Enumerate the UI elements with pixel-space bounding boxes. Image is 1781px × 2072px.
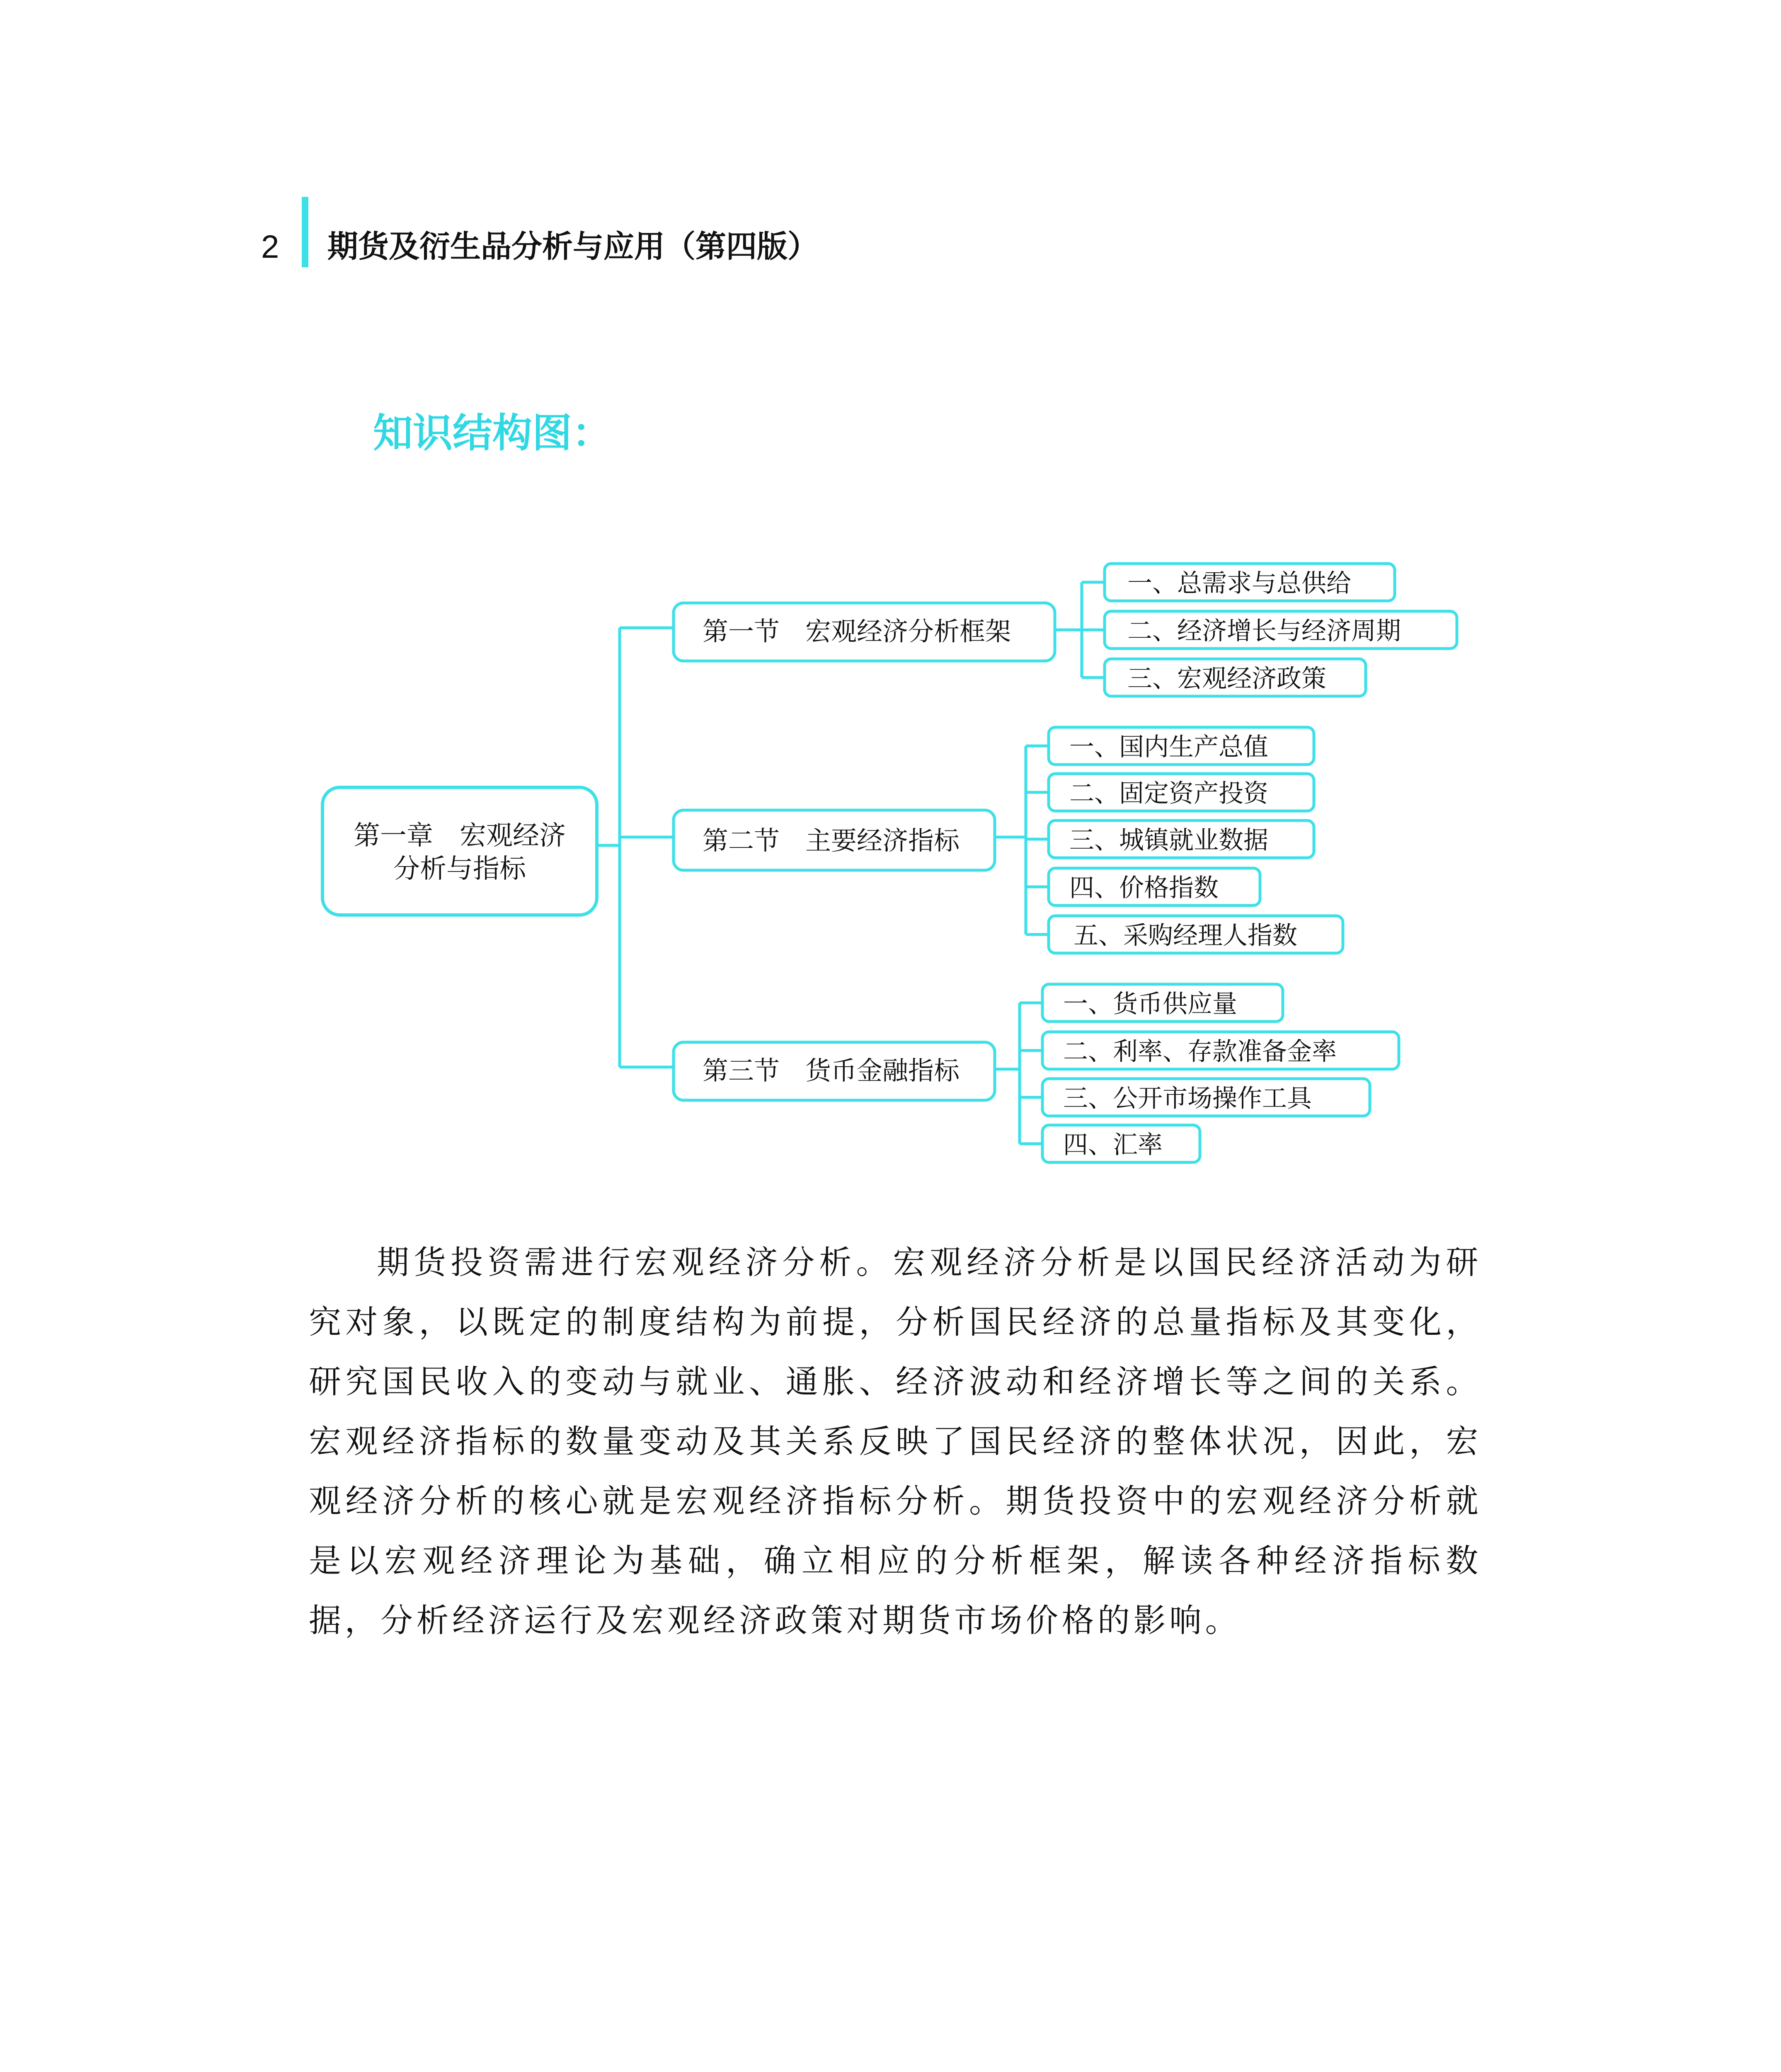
- item-node-label: 二、经济增长与经济周期: [1127, 617, 1401, 646]
- item-node-label: 四、价格指数: [1069, 874, 1219, 903]
- item-node-label: 一、总需求与总供给: [1127, 569, 1351, 598]
- item-node: [1049, 916, 1343, 953]
- item-node-label: 一、货币供应量: [1063, 990, 1237, 1019]
- item-node-label: 三、公开市场操作工具: [1063, 1084, 1312, 1113]
- item-node-label: 三、城镇就业数据: [1069, 826, 1268, 855]
- section-node: [674, 603, 1055, 661]
- item-node: [1049, 727, 1314, 765]
- section-node-label: 第三节 货币金融指标: [703, 1055, 960, 1086]
- item-node-label: 三、宏观经济政策: [1127, 664, 1326, 693]
- section-node-label: 第二节 主要经济指标: [703, 825, 960, 856]
- root-node-label-line2: 分析与指标: [393, 854, 526, 884]
- item-node-label: 五、采购经理人指数: [1073, 921, 1297, 950]
- item-node: [1042, 984, 1283, 1021]
- item-node: [1042, 1125, 1200, 1162]
- item-node: [1105, 611, 1457, 649]
- item-node: [1049, 821, 1314, 858]
- item-node: [1049, 868, 1260, 905]
- section-node: [674, 810, 995, 870]
- book-title: 期货及衍生品分析与应用（第四版）: [327, 229, 818, 264]
- section-node: [674, 1042, 995, 1100]
- page-number: 2: [261, 228, 279, 265]
- item-node: [1105, 659, 1366, 696]
- item-node-label: 二、固定资产投资: [1069, 779, 1268, 808]
- item-node-label: 四、汇率: [1063, 1130, 1163, 1159]
- body-paragraph: 期货投资需进行宏观经济分析。宏观经济分析是以国民经济活动为研究对象，以既定的制度结构为前提，分析国民经济的总量指标及其变化，研究国民收入的变动与就业、通胀、经济波动和经济增长等之间的关系。宏观经济指标的数量变动及其关系反映了国民经济的整体状况，因此，宏观经济分析的核心就是宏观经济指标分析。期货投资中的宏观经济分析就是以宏观经济理论为基础，确立相应的分析框架，解读各种经济指标数据，分析经济运行及宏观经济政策对期货市场价格的影响。: [309, 1244, 1482, 1639]
- item-node-label: 二、利率、存款准备金率: [1063, 1037, 1337, 1066]
- item-node: [1105, 564, 1395, 601]
- item-node: [1042, 1079, 1370, 1116]
- root-node-label-line1: 第一章 宏观经济: [354, 821, 566, 851]
- root-node: [322, 787, 597, 915]
- item-node-label: 一、国内生产总值: [1069, 733, 1268, 762]
- item-node: [1049, 774, 1314, 811]
- item-node: [1042, 1032, 1399, 1069]
- section-heading: 知识结构图：: [373, 410, 612, 456]
- section-node-label: 第一节 宏观经济分析框架: [703, 616, 1011, 646]
